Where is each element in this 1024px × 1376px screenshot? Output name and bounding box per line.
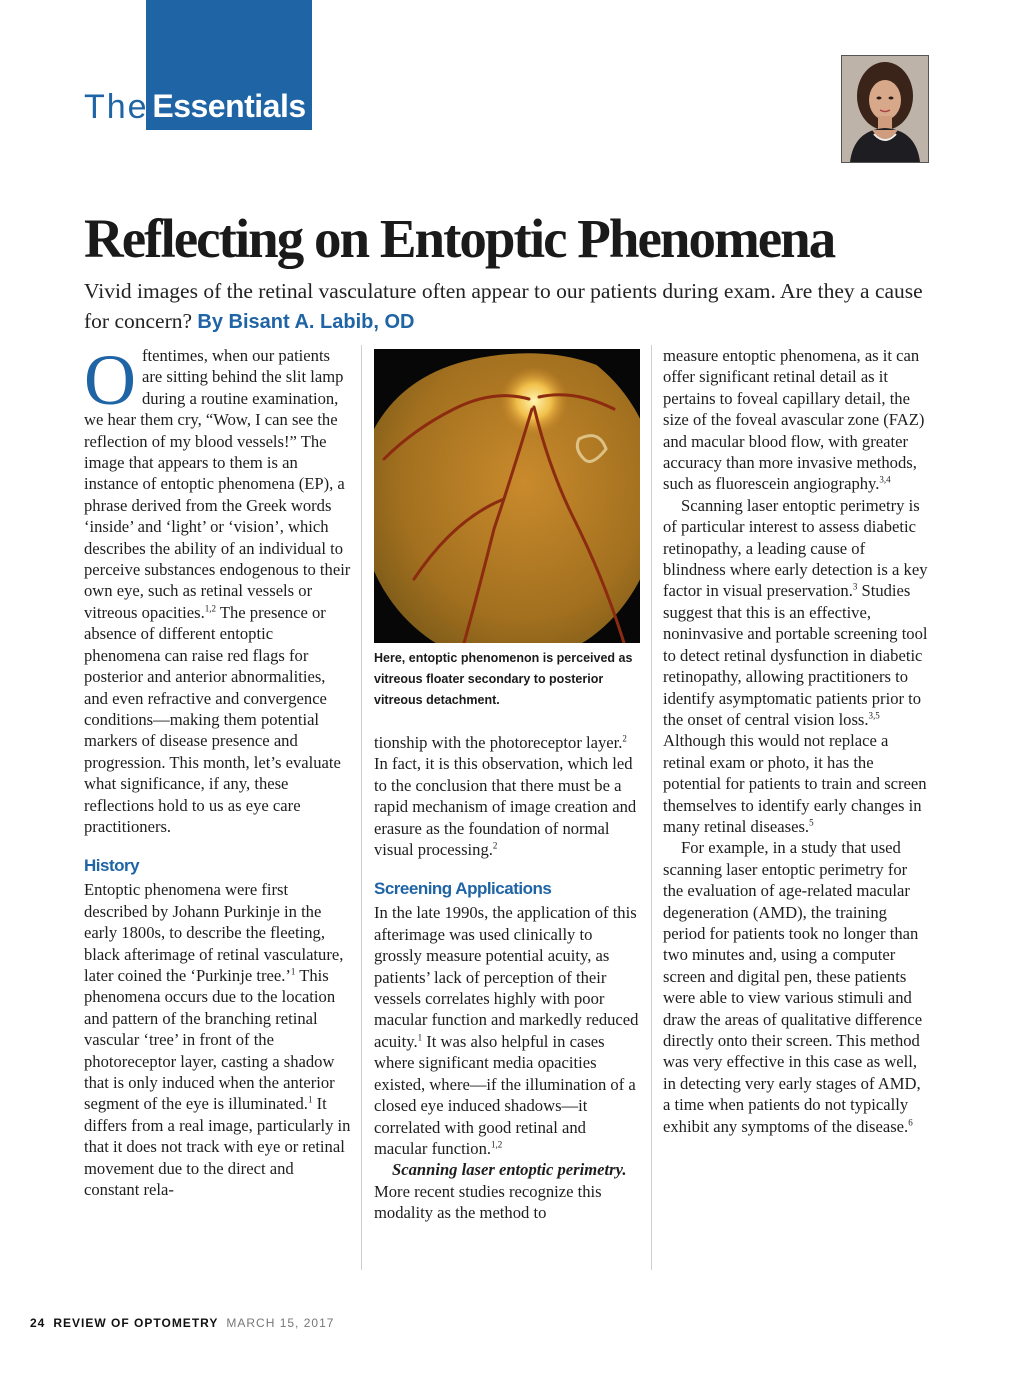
column-3 bbox=[663, 345, 931, 1137]
body-text: In the late 1990s, the application of this afterimage was used clinically to grossly measure potential acuity, as patients’ lack of perception of their vessels correlates highly with poor macular function and markedly reduced acuity. bbox=[374, 903, 639, 1051]
history-text: Entoptic phenomena were first described by Johann Purkinje in the early 1800s, to describe the fleeting, black afterimage of retinal vasculature, later coined the ‘Purkinje tree.’ bbox=[84, 880, 344, 985]
citation: 1,2 bbox=[491, 1139, 503, 1150]
intro-text: ftentimes, when our patients are sitting behind the slit lamp during a routine examination, we hear them cry, “Wow, I can see the reflection of my blood vessels!” The image that appears to them is an instance of entoptic phenomena (EP), a phrase derived from the Greek words ‘inside’ and ‘light’ or ‘vision’, which describes the ability of an individual to perceive substances endogenous to their own eye, such as retinal vessels or vitreous opacities. bbox=[84, 346, 351, 622]
deck-text: Vivid images of the retinal vasculature often appear to our patients during exam. Are they a cause for concern? bbox=[84, 279, 923, 333]
perimetry-paragraph bbox=[374, 1159, 642, 1223]
diabetic-paragraph bbox=[663, 495, 931, 838]
screening-paragraph bbox=[374, 902, 642, 1159]
publication-name: REVIEW OF OPTOMETRY bbox=[53, 1316, 219, 1330]
byline: By Bisant A. Labib, OD bbox=[197, 311, 415, 333]
run-in-heading: Scanning laser entoptic perimetry. bbox=[392, 1160, 627, 1180]
citation: 1 bbox=[290, 966, 296, 977]
citation: 3,5 bbox=[868, 710, 880, 721]
article-title: Reflecting on Entoptic Phenomena bbox=[84, 208, 835, 269]
history-paragraph bbox=[84, 879, 352, 1200]
citation: 1 bbox=[417, 1032, 423, 1043]
page-footer bbox=[30, 1316, 334, 1331]
article-deck bbox=[84, 276, 944, 337]
amd-paragraph bbox=[663, 837, 931, 1137]
column-1 bbox=[84, 340, 352, 1200]
history-text: It differs from a real image, particularly in that it does not track with eye or retinal movement due to the direct and constant rela- bbox=[84, 1094, 351, 1200]
body-text: In fact, it is this observation, which led to the conclusion that there must be a rapid mechanism of image creation and erasure as the foundation of normal visual processing. bbox=[374, 754, 637, 860]
column-2 bbox=[374, 732, 642, 1224]
section-name: Essentials bbox=[152, 88, 306, 124]
history-text: This phenomena occurs due to the location and pattern of the branching retinal vascular ‘tree’ in front of the photoreceptor layer, casting a shadow that is only induced when the anterior segment of the eye is illuminated. bbox=[84, 965, 336, 1114]
body-text: tionship with the photoreceptor layer. bbox=[374, 733, 623, 752]
column-rule bbox=[651, 345, 652, 1270]
body-text: Scanning laser entoptic perimetry is of particular interest to assess diabetic retinopathy, a leading cause of blindness where early detection is a key factor in visual preservation. bbox=[663, 495, 928, 601]
body-text: Although this would not replace a retinal exam or photo, it has the potential for patients to train and screen themselves to identify early changes in many retinal diseases. bbox=[663, 731, 927, 836]
citation: 6 bbox=[908, 1117, 913, 1128]
intro-text-end: The presence or absence of different entoptic phenomena can raise red flags for posterior and anterior abnormalities, and even refractive and convergence conditions—making them potential markers of disease presence and progression. This month, let’s evaluate what significance, if any, these reflections hold to us as eye care practitioners. bbox=[84, 602, 341, 836]
citation: 2 bbox=[622, 733, 627, 744]
issue-date: MARCH 15, 2017 bbox=[226, 1316, 335, 1330]
citation: 1,2 bbox=[204, 603, 216, 614]
citation: 3 bbox=[852, 581, 858, 592]
page-number: 24 bbox=[30, 1316, 46, 1330]
section-prefix: The bbox=[84, 88, 149, 126]
citation: 5 bbox=[809, 817, 814, 828]
drop-cap: O bbox=[84, 340, 136, 420]
body-text: More recent studies recognize this modality as the method to bbox=[374, 1181, 602, 1223]
continued-paragraph bbox=[663, 345, 931, 495]
continued-paragraph bbox=[374, 732, 642, 860]
citation: 3,4 bbox=[879, 474, 891, 485]
citation: 2 bbox=[492, 840, 498, 851]
body-text: Studies suggest that this is an effective, noninvasive and portable screening tool to detect retinal dysfunction in diabetic retinopathy, allowing practitioners to identify asymptomatic patients prior to the onset of central vision loss. bbox=[663, 581, 928, 729]
subhead-screening: Screening Applications bbox=[374, 879, 552, 899]
figure-caption: Here, entoptic phenomenon is perceived as vitreous floater secondary to posterior vitreous detachment. bbox=[374, 651, 633, 707]
subhead-history: History bbox=[84, 856, 140, 876]
citation: 1 bbox=[307, 1094, 313, 1105]
body-text: measure entoptic phenomena, as it can offer significant retinal detail as it pertains to foveal capillary detail, the size of the foveal avascular zone (FAZ) and macular blood flow, with greater accuracy than more invasive methods, such as fluorescein angiography. bbox=[663, 346, 925, 494]
body-text: It was also helpful in cases where significant media opacities existed, where—if the illumination of a closed eye induced shadows—it correlated with good retinal and macular function. bbox=[374, 1031, 636, 1158]
fundus-photo bbox=[374, 349, 640, 643]
column-rule bbox=[361, 345, 362, 1270]
body-text: For example, in a study that used scanning laser entoptic perimetry for the evaluation of age-related macular degeneration (AMD), the training period for patients took no longer than two minutes and, using a computer screen and digital pen, these patients were able to view various stimuli and draw the areas of qualitative difference directly onto their screen. This method was very effective in this case as well, in detecting very early stages of AMD, a time when patients do not typically exhibit any symptoms of the disease. bbox=[663, 838, 923, 1136]
author-photo bbox=[841, 55, 929, 163]
intro-paragraph bbox=[84, 340, 352, 837]
